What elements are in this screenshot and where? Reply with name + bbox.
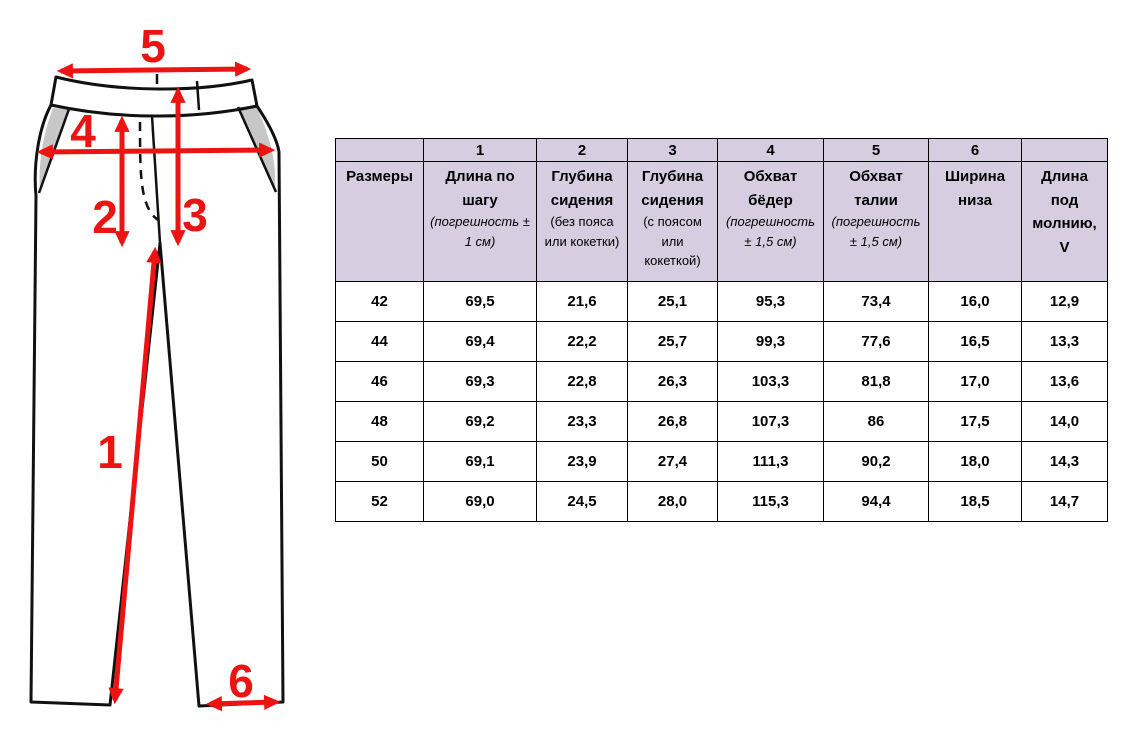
column-title: Обхват талии — [849, 168, 903, 209]
measure-number-row — [336, 139, 1108, 162]
column-header-row — [336, 162, 1108, 282]
value-cell: 13,3 — [1022, 322, 1108, 362]
table-row — [336, 402, 1108, 442]
table-row — [336, 362, 1108, 402]
value-cell: 69,2 — [424, 402, 537, 442]
waistband-tab-line — [197, 81, 199, 110]
column-title: Размеры — [346, 168, 413, 185]
value-cell: 25,7 — [628, 322, 718, 362]
size-cell: 48 — [336, 402, 424, 442]
value-cell: 14,0 — [1022, 402, 1108, 442]
pants-diagram — [0, 0, 335, 734]
size-table — [335, 138, 1108, 522]
value-cell: 25,1 — [628, 282, 718, 322]
table-row — [336, 282, 1108, 322]
value-cell: 69,4 — [424, 322, 537, 362]
value-cell: 24,5 — [537, 482, 628, 522]
value-cell: 18,5 — [929, 482, 1022, 522]
value-cell: 69,3 — [424, 362, 537, 402]
column-note: (с поясом или кокеткой) — [643, 214, 702, 269]
value-cell: 94,4 — [824, 482, 929, 522]
value-cell: 69,1 — [424, 442, 537, 482]
column-title: Глубина сидения — [550, 168, 614, 209]
size-cell: 42 — [336, 282, 424, 322]
value-cell: 26,3 — [628, 362, 718, 402]
value-cell: 77,6 — [824, 322, 929, 362]
value-cell: 69,0 — [424, 482, 537, 522]
column-note: (без пояса или кокетки) — [544, 214, 620, 249]
value-cell: 90,2 — [824, 442, 929, 482]
column-header-rise-with-belt — [628, 162, 718, 282]
value-cell: 73,4 — [824, 282, 929, 322]
column-header-zip-length — [1022, 162, 1108, 282]
table-row — [336, 482, 1108, 522]
measure-label-4: 4 — [70, 105, 96, 157]
size-cell: 46 — [336, 362, 424, 402]
value-cell: 23,9 — [537, 442, 628, 482]
table-row — [336, 322, 1108, 362]
size-table-body — [336, 282, 1108, 522]
measure-label-5: 5 — [140, 20, 166, 72]
column-title: Ширина низа — [944, 168, 1006, 209]
column-title: Длина по шагу — [445, 168, 515, 209]
value-cell: 16,5 — [929, 322, 1022, 362]
value-cell: 17,0 — [929, 362, 1022, 402]
measure-number-cell: 4 — [718, 139, 824, 162]
size-cell: 50 — [336, 442, 424, 482]
column-title: Обхват бёдер — [743, 168, 798, 209]
column-note: (погрешность ± 1 см) — [430, 214, 530, 249]
value-cell: 27,4 — [628, 442, 718, 482]
column-header-hips — [718, 162, 824, 282]
value-cell: 22,8 — [537, 362, 628, 402]
center-front-seam — [152, 116, 160, 243]
measure-number-cell — [1022, 139, 1108, 162]
value-cell: 86 — [824, 402, 929, 442]
column-header-sizes — [336, 162, 424, 282]
measure-label-6: 6 — [228, 655, 254, 707]
value-cell: 12,9 — [1022, 282, 1108, 322]
value-cell: 13,6 — [1022, 362, 1108, 402]
pants-outline — [31, 77, 283, 706]
value-cell: 23,3 — [537, 402, 628, 442]
value-cell: 16,0 — [929, 282, 1022, 322]
value-cell: 69,5 — [424, 282, 537, 322]
column-header-waist — [824, 162, 929, 282]
value-cell: 99,3 — [718, 322, 824, 362]
measure-label-1: 1 — [97, 426, 123, 478]
value-cell: 95,3 — [718, 282, 824, 322]
measure-number-cell: 6 — [929, 139, 1022, 162]
measure-label-3: 3 — [182, 189, 208, 241]
value-cell: 14,7 — [1022, 482, 1108, 522]
size-cell: 52 — [336, 482, 424, 522]
column-title: Глубина сидения — [641, 168, 704, 209]
column-header-inseam — [424, 162, 537, 282]
value-cell: 115,3 — [718, 482, 824, 522]
value-cell: 107,3 — [718, 402, 824, 442]
value-cell: 22,2 — [537, 322, 628, 362]
value-cell: 18,0 — [929, 442, 1022, 482]
column-header-hem-width — [929, 162, 1022, 282]
measure-number-cell: 5 — [824, 139, 929, 162]
column-note: (погрешность ± 1,5 см) — [831, 214, 921, 249]
column-title: Длина под молнию, V — [1032, 168, 1097, 257]
size-cell: 44 — [336, 322, 424, 362]
measure-number-cell: 3 — [628, 139, 718, 162]
value-cell: 111,3 — [718, 442, 824, 482]
measure-number-cell: 2 — [537, 139, 628, 162]
measure-number-cell: 1 — [424, 139, 537, 162]
value-cell: 17,5 — [929, 402, 1022, 442]
value-cell: 103,3 — [718, 362, 824, 402]
column-note: (погрешность ± 1,5 см) — [726, 214, 815, 249]
value-cell: 81,8 — [824, 362, 929, 402]
value-cell: 14,3 — [1022, 442, 1108, 482]
value-cell: 21,6 — [537, 282, 628, 322]
value-cell: 26,8 — [628, 402, 718, 442]
measure-number-cell — [336, 139, 424, 162]
column-header-rise-without-belt — [537, 162, 628, 282]
value-cell: 28,0 — [628, 482, 718, 522]
measure-label-2: 2 — [92, 191, 118, 243]
table-row — [336, 442, 1108, 482]
